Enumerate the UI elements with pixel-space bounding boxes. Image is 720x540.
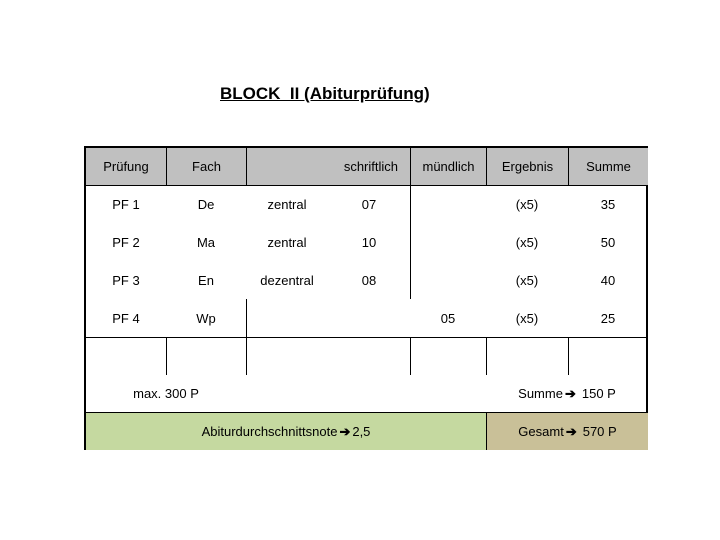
row2-summe: 50	[600, 234, 616, 250]
row1-art: zentral	[246, 185, 328, 223]
row3-schriftlich: 08	[361, 272, 377, 288]
row3-art: dezentral	[260, 272, 314, 288]
row4-ergebnis: (x5)	[515, 310, 539, 326]
header-schriftlich: schriftlich	[246, 148, 410, 185]
note-value: 2,5	[352, 424, 371, 439]
row2-pruefung: PF 2	[112, 234, 140, 250]
arrow-right-icon: ➔	[339, 423, 351, 439]
grade-table	[84, 146, 648, 450]
row4-fach: Wp	[196, 310, 216, 326]
row5-cell	[166, 337, 246, 375]
summe-label: Summe	[518, 386, 563, 401]
row1-pruefung: PF 1	[86, 185, 166, 223]
summe-value: 150 P	[581, 386, 616, 401]
row5-cell	[568, 337, 648, 375]
row4-pruefung: PF 4	[112, 310, 140, 326]
row2-muendlich	[410, 223, 486, 261]
note-label: Abiturdurchschnittsnote	[201, 424, 338, 439]
row2-fach: Ma	[196, 234, 216, 250]
row4-empty	[246, 299, 410, 337]
row5-cell	[86, 337, 166, 375]
summe-total	[486, 375, 648, 412]
row5-cell	[486, 337, 568, 375]
gesamt-value: 570 P	[582, 424, 617, 439]
header-ergebnis: Ergebnis	[486, 148, 568, 185]
row3-muendlich	[410, 261, 486, 299]
row4-muendlich: 05	[440, 310, 456, 326]
row4-summe: 25	[600, 310, 616, 326]
row2-art: zentral	[267, 234, 307, 250]
page-title: BLOCK II (Abiturprüfung)	[220, 84, 430, 103]
row3-fach: En	[198, 272, 214, 288]
row1-muendlich	[410, 185, 486, 223]
row3-ergebnis: (x5)	[515, 272, 539, 288]
row1-summe: 35	[568, 185, 648, 223]
arrow-right-icon: ➔	[565, 423, 577, 439]
header-pruefung: Prüfung	[86, 148, 166, 185]
row2-ergebnis: (x5)	[515, 234, 539, 250]
max-points: max. 300 P	[133, 386, 199, 401]
gesamt-total	[486, 412, 648, 450]
header-fach: Fach	[166, 148, 246, 185]
gesamt-label: Gesamt	[518, 424, 564, 439]
header-summe: Summe	[568, 148, 648, 185]
row5-cell	[410, 337, 486, 375]
row2-schriftlich: 10	[361, 234, 377, 250]
row1-fach: De	[166, 185, 246, 223]
row1-schriftlich: 07	[328, 185, 410, 223]
row3-pruefung: PF 3	[112, 272, 140, 288]
row1-ergebnis: (x5)	[486, 185, 568, 223]
header-muendlich: mündlich	[410, 148, 486, 185]
durchschnittsnote	[86, 412, 486, 450]
row5-cell	[246, 337, 410, 375]
arrow-right-icon: ➔	[564, 385, 576, 401]
row3-summe: 40	[600, 272, 616, 288]
